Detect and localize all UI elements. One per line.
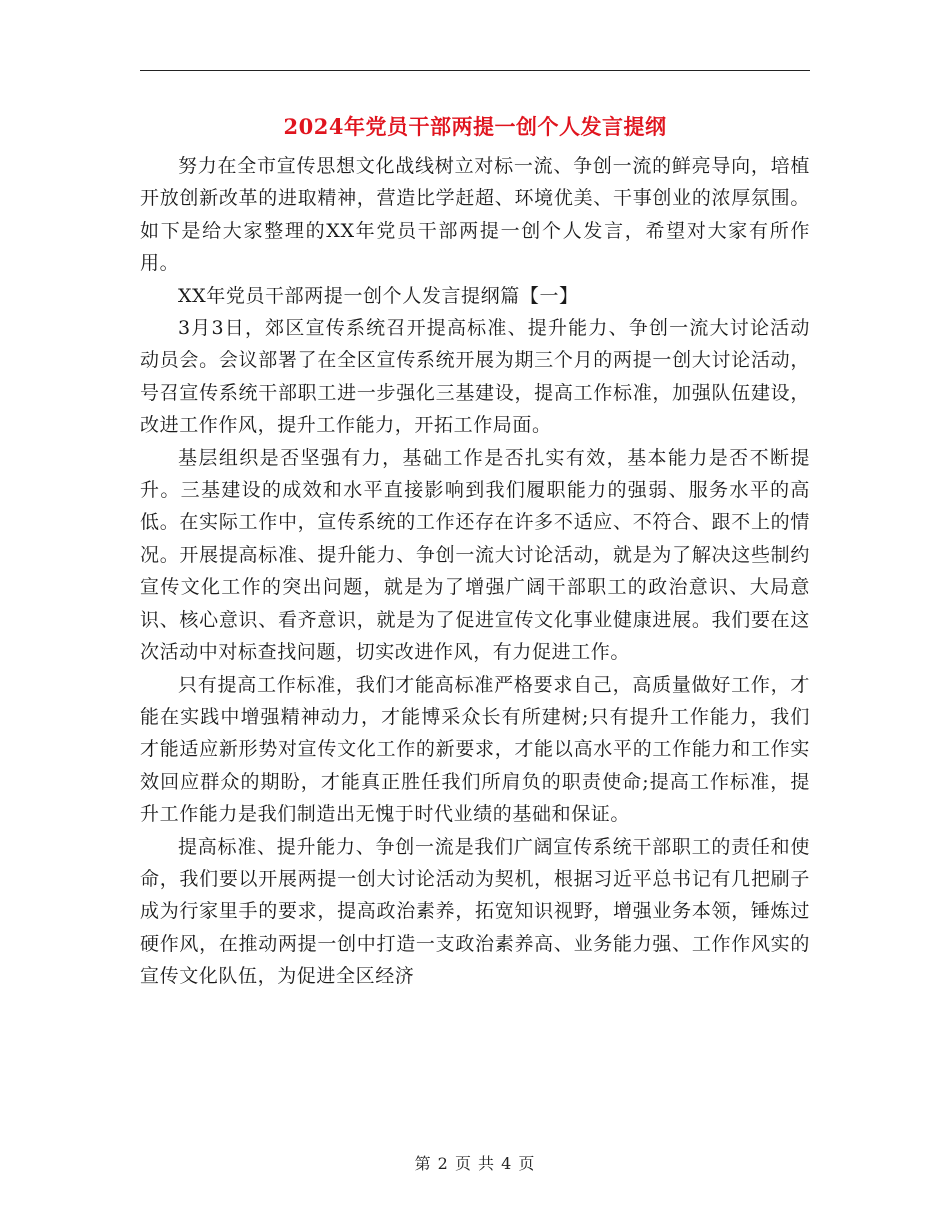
footer-middle: 页 共 [454, 1154, 496, 1173]
paragraph-standards: 只有提高工作标准，我们才能高标准严格要求自己，高质量做好工作，才能在实践中增强精神动力，才能博采众长有所建树;只有提升工作能力，我们才能适应新形势对宣传文化工作的新要求，才能以高水平的工作能力和工作实效回应群众的期盼，才能真正胜任我们所肩负的职责使命;提高工作标准，提升工作能力是我们制造出无愧于时代业绩的基础和保证。 [140, 673, 810, 826]
paragraph-grassroots: 基层组织是否坚强有力，基础工作是否扎实有效，基本能力是否不断提升。三基建设的成效和水平直接影响到我们履职能力的强弱、服务水平的高低。在实际工作中，宣传系统的工作还存在许多不适应、不符合、跟不上的情况。开展提高标准、提升能力、争创一流大讨论活动，就是为了解决这些制约宣传文化工作的突出问题，就是为了增强广阔干部职工的政治意识、大局意识、核心意识、看齐意识，就是为了促进宣传文化事业健康进展。我们要在这次活动中对标查找问题，切实改进作风，有力促进工作。 [140, 446, 810, 664]
header-rule [140, 70, 810, 71]
paragraph-mission: 提高标准、提升能力、争创一流是我们广阔宣传系统干部职工的责任和使命，我们要以开展两提一创大讨论活动为契机，根据习近平总书记有几把刷子成为行家里手的要求，提高政治素养，拓宽知识视野，增强业务本领，锤炼过硬作风，在推动两提一创中打造一支政治素养高、业务能力强、工作作风实的宣传文化队伍，为促进全区经济 [140, 835, 810, 988]
footer-suffix: 页 [518, 1154, 536, 1173]
document-title: 2024年党员干部两提一创个人发言提纲 [283, 114, 667, 139]
section-heading: XX年党员干部两提一创个人发言提纲篇【一】 [178, 284, 579, 307]
footer-current-page: 2 [437, 1154, 449, 1173]
document-body [140, 150, 810, 993]
page-footer [0, 1152, 950, 1176]
footer-prefix: 第 [414, 1154, 432, 1173]
paragraph-meeting: 3月3日，郊区宣传系统召开提高标准、提升能力、争创一流大讨论活动动员会。会议部署了在全区宣传系统开展为期三个月的两提一创大讨论活动，号召宣传系统干部职工进一步强化三基建设，提高工作标准，加强队伍建设，改进工作作风，提升工作能力，开拓工作局面。 [140, 317, 810, 437]
footer-total-pages: 4 [501, 1154, 513, 1173]
paragraph-intro: 努力在全市宣传思想文化战线树立对标一流、争创一流的鲜亮导向，培植开放创新改革的进取精神，营造比学赶超、环境优美、干事创业的浓厚氛围。如下是给大家整理的XX年党员干部两提一创个人发言，希望对大家有所作用。 [140, 155, 810, 275]
